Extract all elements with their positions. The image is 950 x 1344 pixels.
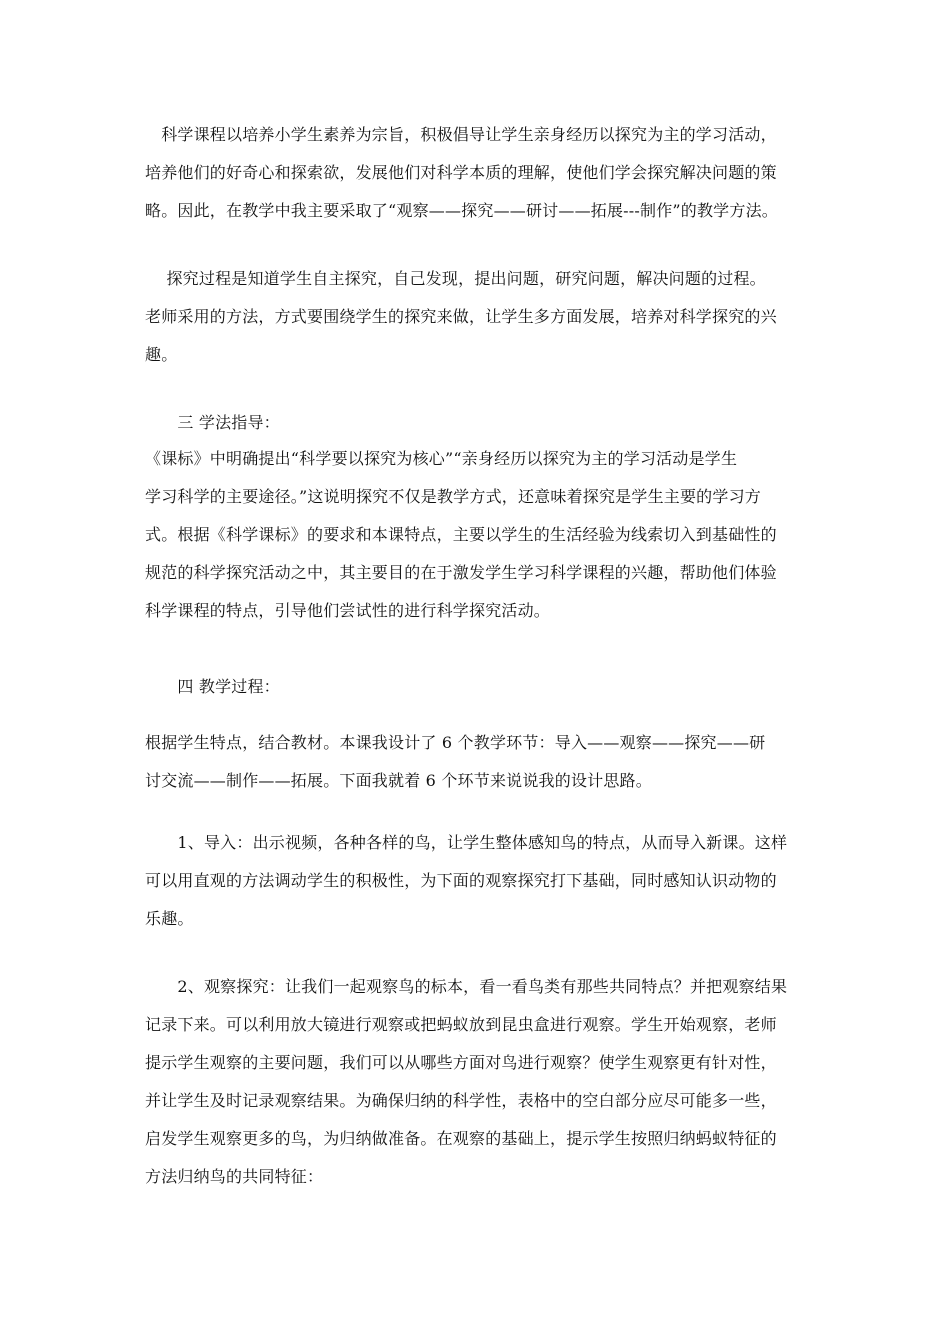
text-line: 乐趣。	[145, 909, 194, 928]
text-line: 科学课程以培养小学生素养为宗旨，积极倡导让学生亲身经历以探究为主的学习活动，	[145, 125, 777, 144]
text-line: 讨交流——制作——拓展。下面我就着 6 个环节来说说我的设计思路。	[145, 771, 652, 790]
paragraph-step-introduction	[145, 824, 815, 938]
section-heading-learning-guidance	[145, 404, 815, 442]
text-line: 式。根据《科学课标》的要求和本课特点，主要以学生的生活经验为线索切入到基础性的	[145, 525, 777, 544]
text-line: 提示学生观察的主要问题，我们可以从哪些方面对鸟进行观察？使学生观察更有针对性，	[145, 1053, 777, 1072]
text-line: 《课标》中明确提出“科学要以探究为核心”“亲身经历以探究为主的学习活动是学生	[145, 449, 738, 468]
section-heading-teaching-process	[145, 668, 815, 706]
paragraph-step-observation	[145, 968, 815, 1196]
text-line: 略。因此，在教学中我主要采取了“观察——探究——研讨——拓展---制作”的教学方法。	[145, 201, 778, 220]
text-line: 记录下来。可以利用放大镜进行观察或把蚂蚁放到昆虫盒进行观察。学生开始观察，老师	[145, 1015, 777, 1034]
text-line: 趣。	[145, 345, 178, 364]
heading-line: 四 教学过程：	[145, 677, 280, 696]
text-line: 根据学生特点，结合教材。本课我设计了 6 个教学环节：导入——观察——探究——研	[145, 733, 766, 752]
text-line: 科学课程的特点，引导他们尝试性的进行科学探究活动。	[145, 601, 551, 620]
heading-line: 三 学法指导：	[145, 413, 280, 432]
text-line: 可以用直观的方法调动学生的积极性，为下面的观察探究打下基础，同时感知认识动物的	[145, 871, 777, 890]
text-line: 老师采用的方法，方式要围绕学生的探究来做，让学生多方面发展，培养对科学探究的兴	[145, 307, 777, 326]
text-line: 并让学生及时记录观察结果。为确保归纳的科学性，表格中的空白部分应尽可能多一些，	[145, 1091, 777, 1110]
paragraph-intro	[145, 116, 815, 230]
text-line: 规范的科学探究活动之中，其主要目的在于激发学生学习科学课程的兴趣，帮助他们体验	[145, 563, 777, 582]
text-line: 学习科学的主要途径。”这说明探究不仅是教学方式，还意味着探究是学生主要的学习方	[145, 487, 761, 506]
text-line: 方法归纳鸟的共同特征：	[145, 1167, 324, 1186]
text-line: 1、导入：出示视频，各种各样的鸟，让学生整体感知鸟的特点，从而导入新课。这样	[145, 833, 788, 852]
text-line: 培养他们的好奇心和探索欲，发展他们对科学本质的理解，使他们学会探究解决问题的策	[145, 163, 777, 182]
text-line: 探究过程是知道学生自主探究，自己发现，提出问题，研究问题，解决问题的过程。	[145, 269, 766, 288]
paragraph-curriculum-standard	[145, 440, 815, 630]
text-line: 启发学生观察更多的鸟，为归纳做准备。在观察的基础上，提示学生按照归纳蚂蚁特征的	[145, 1129, 777, 1148]
paragraph-inquiry-process	[145, 260, 815, 374]
paragraph-teaching-steps	[145, 724, 815, 800]
text-line: 2、观察探究：让我们一起观察鸟的标本，看一看鸟类有那些共同特点？并把观察结果	[145, 977, 788, 996]
